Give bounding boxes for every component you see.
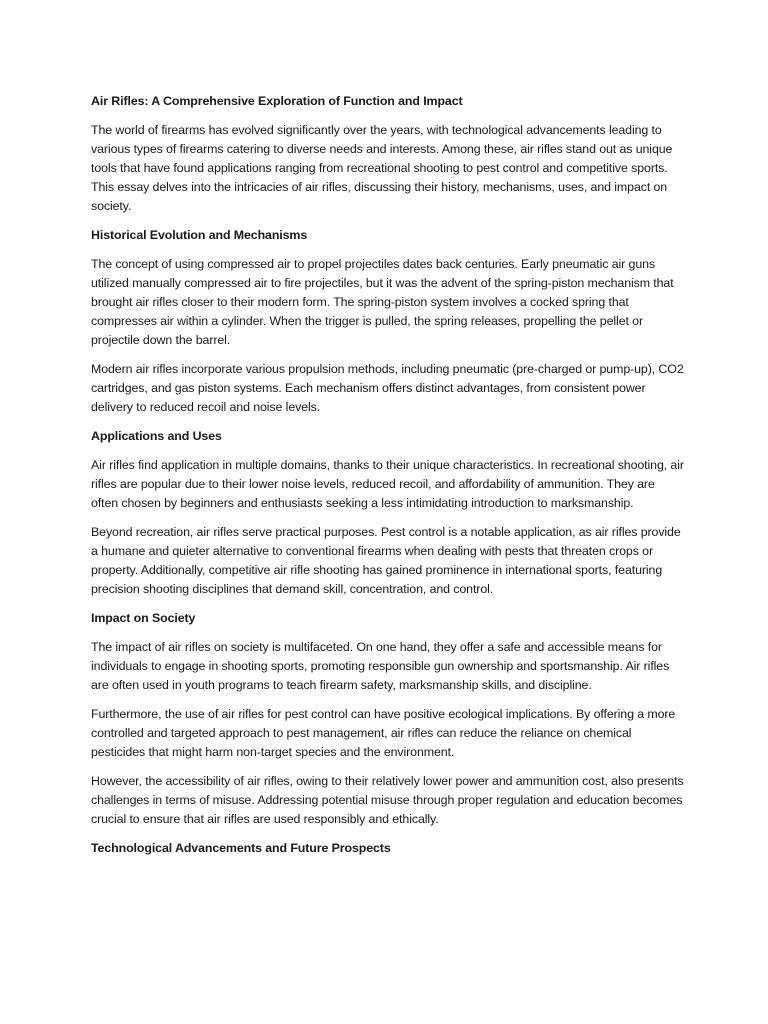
history-paragraph-2: Modern air rifles incorporate various propulsion methods, including pneumatic (pre-charged or pump-up), CO2 cartridges, and gas piston systems. Each mechanism offers distinct advantages, from consistent power delivery to reduced recoil and noise levels. (91, 362, 684, 414)
section-heading-history: Historical Evolution and Mechanisms (91, 228, 308, 242)
document-body (91, 92, 685, 868)
history-paragraph-1: The concept of using compressed air to propel projectiles dates back centuries. Early pneumatic air guns utilized manually compressed air to fire projectiles, but it was the advent of the spring-piston mechanism that brought air rifles closer to their modern form. The spring-piston system involves a cocked spring that compresses air within a cylinder. When the trigger is pulled, the spring releases, propelling the pellet or projectile down the barrel. (91, 257, 674, 347)
section-heading-applications: Applications and Uses (91, 429, 222, 443)
impact-paragraph-2: Furthermore, the use of air rifles for pest control can have positive ecological implications. By offering a more controlled and targeted approach to pest management, air rifles can reduce the reliance on chemical pesticides that might harm non-target species and the environment. (91, 707, 676, 759)
section-heading-impact: Impact on Society (91, 611, 196, 625)
document-title: Air Rifles: A Comprehensive Exploration of Function and Impact (91, 94, 463, 108)
intro-paragraph: The world of firearms has evolved significantly over the years, with technological advancements leading to various types of firearms catering to diverse needs and interests. Among these, air rifles stand out as unique tools that have found applications ranging from recreational shooting to pest control and competitive sports. This essay delves into the intricacies of air rifles, discussing their history, mechanisms, uses, and impact on society. (91, 123, 673, 213)
impact-paragraph-3: However, the accessibility of air rifles, owing to their relatively lower power and ammunition cost, also presents challenges in terms of misuse. Addressing potential misuse through proper regulation and education becomes crucial to ensure that air rifles are used responsibly and ethically. (91, 774, 684, 826)
impact-paragraph-1: The impact of air rifles on society is multifaceted. On one hand, they offer a safe and accessible means for individuals to engage in shooting sports, promoting responsible gun ownership and sportsmanship. Air rifles are often used in youth programs to teach firearm safety, marksmanship skills, and discipline. (91, 640, 670, 692)
applications-paragraph-1: Air rifles find application in multiple domains, thanks to their unique characteristics. In recreational shooting, air rifles are popular due to their lower noise levels, reduced recoil, and affordability of ammunition. They are often chosen by beginners and enthusiasts seeking a less intimidating introduction to marksmanship. (91, 458, 684, 510)
applications-paragraph-2: Beyond recreation, air rifles serve practical purposes. Pest control is a notable application, as air rifles provide a humane and quieter alternative to conventional firearms when dealing with pests that threaten crops or property. Additionally, competitive air rifle shooting has gained prominence in international sports, featuring precision shooting disciplines that demand skill, concentration, and control. (91, 525, 681, 596)
section-heading-technology: Technological Advancements and Future Prospects (91, 841, 391, 855)
